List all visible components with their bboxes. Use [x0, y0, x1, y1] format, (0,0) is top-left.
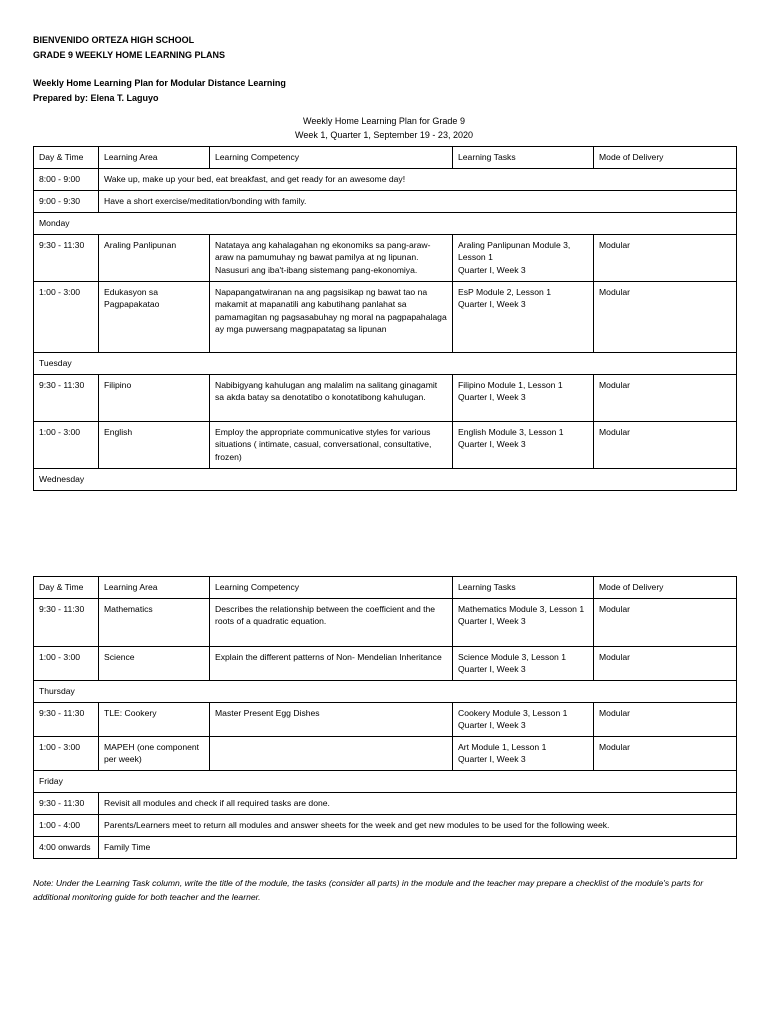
learning-area-cell: MAPEH (one component per week): [99, 737, 210, 771]
day-row: [34, 771, 737, 793]
column-header: Learning Competency: [210, 147, 453, 169]
document-header: [33, 33, 286, 106]
learning-tasks-cell: Araling Panlipunan Module 3, Lesson 1 Quarter I, Week 3: [453, 235, 594, 282]
time-cell: 1:00 - 3:00: [34, 647, 99, 681]
column-header: Learning Area: [99, 577, 210, 599]
activity-cell: Family Time: [99, 837, 737, 859]
time-cell: 9:30 - 11:30: [34, 793, 99, 815]
time-cell: 1:00 - 4:00: [34, 815, 99, 837]
learning-tasks-cell: Filipino Module 1, Lesson 1 Quarter I, Week 3: [453, 375, 594, 422]
column-header: Day & Time: [34, 577, 99, 599]
learning-competency-cell: Employ the appropriate communicative styles for various situations ( intimate, casual, conversational, consultative, frozen): [210, 422, 453, 469]
learning-competency-cell: Napapangatwiranan na ang pagsisikap ng bawat tao na makamit at mapanatili ang kabutihang panlahat sa pamamagitan ng pagsasabuhay ng moral na pagpapahalaga ay mga puwersang magpapatatag sa lipunan: [210, 282, 453, 353]
lesson-row: [34, 235, 737, 282]
learning-plan-table-1: [33, 146, 737, 491]
learning-area-cell: Edukasyon sa Pagpapakatao: [99, 282, 210, 353]
day-row: [34, 213, 737, 235]
learning-tasks-cell: Cookery Module 3, Lesson 1 Quarter I, Week 3: [453, 703, 594, 737]
time-cell: 9:30 - 11:30: [34, 599, 99, 647]
mode-of-delivery-cell: Modular: [594, 737, 737, 771]
schedule-row: [34, 837, 737, 859]
time-cell: 4:00 onwards: [34, 837, 99, 859]
lesson-row: [34, 282, 737, 353]
column-header: Mode of Delivery: [594, 147, 737, 169]
lesson-row: [34, 375, 737, 422]
table-header-row: [34, 147, 737, 169]
learning-competency-cell: Master Present Egg Dishes: [210, 703, 453, 737]
time-cell: 9:30 - 11:30: [34, 375, 99, 422]
day-label: Friday: [34, 771, 737, 793]
learning-tasks-cell: Art Module 1, Lesson 1 Quarter I, Week 3: [453, 737, 594, 771]
column-header: Learning Tasks: [453, 147, 594, 169]
learning-tasks-cell: EsP Module 2, Lesson 1 Quarter I, Week 3: [453, 282, 594, 353]
mode-of-delivery-cell: Modular: [594, 235, 737, 282]
lesson-row: [34, 422, 737, 469]
column-header: Learning Tasks: [453, 577, 594, 599]
schedule-row: [34, 815, 737, 837]
learning-tasks-cell: Mathematics Module 3, Lesson 1 Quarter I, Week 3: [453, 599, 594, 647]
lesson-row: [34, 647, 737, 681]
learning-competency-cell: [210, 737, 453, 771]
mode-of-delivery-cell: Modular: [594, 647, 737, 681]
time-cell: 1:00 - 3:00: [34, 737, 99, 771]
school-name: BIENVENIDO ORTEZA HIGH SCHOOL: [33, 35, 195, 45]
schedule-row: [34, 169, 737, 191]
learning-area-cell: Science: [99, 647, 210, 681]
lesson-row: [34, 737, 737, 771]
day-label: Wednesday: [34, 469, 737, 491]
learning-competency-cell: Describes the relationship between the coefficient and the roots of a quadratic equation.: [210, 599, 453, 647]
learning-area-cell: TLE: Cookery: [99, 703, 210, 737]
time-cell: 8:00 - 9:00: [34, 169, 99, 191]
day-row: [34, 353, 737, 375]
day-label: Thursday: [34, 681, 737, 703]
day-label: Tuesday: [34, 353, 737, 375]
prepared-by: Prepared by: Elena T. Laguyo: [33, 93, 159, 103]
day-row: [34, 469, 737, 491]
table-title-line-2: Week 1, Quarter 1, September 19 - 23, 2020: [295, 130, 473, 140]
table-title: [33, 114, 735, 142]
mode-of-delivery-cell: Modular: [594, 703, 737, 737]
schedule-row: [34, 793, 737, 815]
time-cell: 9:30 - 11:30: [34, 703, 99, 737]
learning-area-cell: English: [99, 422, 210, 469]
schedule-row: [34, 191, 737, 213]
grade-plans-heading: GRADE 9 WEEKLY HOME LEARNING PLANS: [33, 50, 226, 60]
footnote: Note: Under the Learning Task column, write the title of the module, the tasks (consider all parts) in the module and the teacher may prepare a checklist of the module's parts for additional monitoring guide for both teacher and the learner.: [33, 878, 704, 902]
lesson-row: [34, 599, 737, 647]
day-label: Monday: [34, 213, 737, 235]
table-header-row: [34, 577, 737, 599]
activity-cell: Wake up, make up your bed, eat breakfast, and get ready for an awesome day!: [99, 169, 737, 191]
column-header: Day & Time: [34, 147, 99, 169]
activity-cell: Have a short exercise/meditation/bonding with family.: [99, 191, 737, 213]
activity-cell: Parents/Learners meet to return all modules and answer sheets for the week and get new modules to be used for the following week.: [99, 815, 737, 837]
mode-of-delivery-cell: Modular: [594, 422, 737, 469]
day-row: [34, 681, 737, 703]
activity-cell: Revisit all modules and check if all required tasks are done.: [99, 793, 737, 815]
learning-area-cell: Araling Panlipunan: [99, 235, 210, 282]
learning-area-cell: Filipino: [99, 375, 210, 422]
learning-competency-cell: Natataya ang kahalagahan ng ekonomiks sa pang-araw-araw na pamumuhay ng bawat pamilya at ng lipunan. Nasusuri ang iba't-ibang sistemang pang-ekonomiya.: [210, 235, 453, 282]
mode-of-delivery-cell: Modular: [594, 375, 737, 422]
column-header: Learning Competency: [210, 577, 453, 599]
column-header: Mode of Delivery: [594, 577, 737, 599]
column-header: Learning Area: [99, 147, 210, 169]
learning-plan-table-2: [33, 576, 737, 859]
learning-tasks-cell: English Module 3, Lesson 1 Quarter I, Week 3: [453, 422, 594, 469]
time-cell: 1:00 - 3:00: [34, 282, 99, 353]
lesson-row: [34, 703, 737, 737]
plan-title: Weekly Home Learning Plan for Modular Distance Learning: [33, 78, 286, 88]
mode-of-delivery-cell: Modular: [594, 599, 737, 647]
learning-competency-cell: Explain the different patterns of Non- Mendelian Inheritance: [210, 647, 453, 681]
mode-of-delivery-cell: Modular: [594, 282, 737, 353]
time-cell: 9:30 - 11:30: [34, 235, 99, 282]
learning-competency-cell: Nabibigyang kahulugan ang malalim na salitang ginagamit sa akda batay sa denotatibo o konotatibong kahulugan.: [210, 375, 453, 422]
time-cell: 1:00 - 3:00: [34, 422, 99, 469]
learning-area-cell: Mathematics: [99, 599, 210, 647]
time-cell: 9:00 - 9:30: [34, 191, 99, 213]
table-title-line-1: Weekly Home Learning Plan for Grade 9: [303, 116, 465, 126]
learning-tasks-cell: Science Module 3, Lesson 1 Quarter I, Week 3: [453, 647, 594, 681]
